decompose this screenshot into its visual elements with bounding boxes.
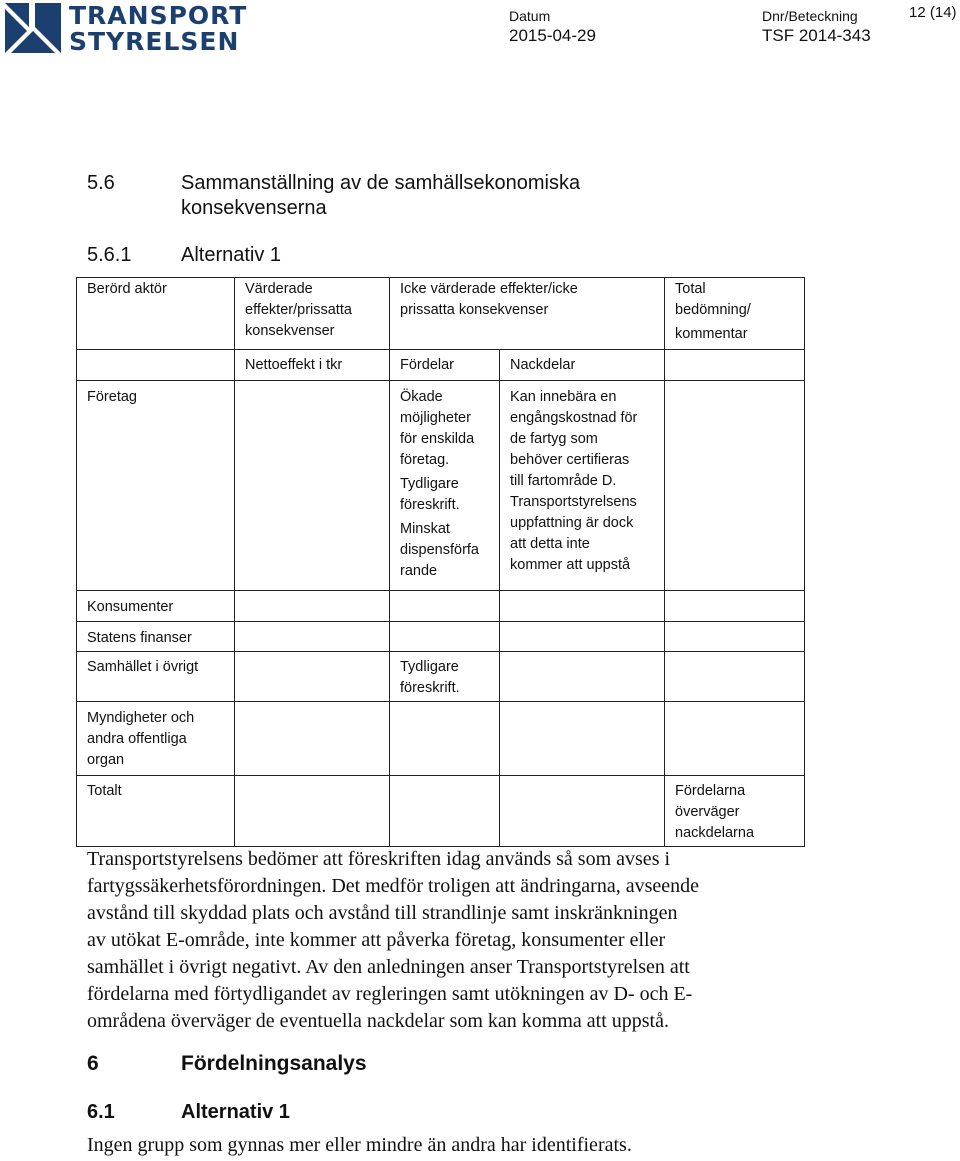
header-berord-aktor [77,278,235,350]
subheader-fordelar: Fördelar [390,350,500,381]
section-5-6-heading [0,171,960,223]
cell-line: behöver certifieras [510,452,630,468]
logo-text-transport: TRANSPORT [69,1,248,30]
cell-line: kommer att uppstå [510,557,631,573]
assessment-paragraph [87,846,947,1035]
table-cell [665,350,805,381]
subheader-nackdelar: Nackdelar [500,350,665,381]
header-total [665,278,805,350]
actor-cell: Konsumenter [77,591,235,622]
table-row-foretag [77,381,805,591]
section-title: Alternativ 1 [181,1101,290,1123]
header-text: bedömning/ [675,302,751,318]
section-title-line2: konsekvenserna [181,197,327,219]
cell-line: Minskat [400,521,450,537]
section-title: Alternativ 1 [181,244,282,266]
paragraph-line: fartygssäkerhetsförordningen. Det medför troligen att ändringarna, avseende [87,875,699,897]
table-cell [500,622,665,652]
cell-line: rande [400,563,438,579]
table-cell [500,776,665,847]
cell-line: Tydligare [400,659,459,675]
table-cell [235,776,390,847]
logo-mark-icon [5,3,61,53]
cell-line: uppfattning är dock [510,515,634,531]
logo-text-styrelsen: STYRELSEN [69,27,240,56]
cell-line: att detta inte [510,536,590,552]
fordelar-cell [390,381,500,591]
actor-cell: Statens finanser [77,622,235,652]
header-text: Berörd aktör [87,281,167,297]
cell-line: för enskilda [400,431,475,447]
cell-line: nackdelarna [675,825,755,841]
cell-line: till fartområde D. [510,473,617,489]
cell-line: Tydligare [400,476,459,492]
header-text: kommentar [675,326,748,342]
table-row-konsumenter [77,591,805,622]
nackdelar-cell [500,381,665,591]
paragraph-line: fördelarna med förtydligandet av regleringen samt utökningen av D- och E- [87,983,693,1005]
table-cell [235,591,390,622]
section-number: 5.6.1 [87,244,132,266]
cell-line: organ [87,752,125,768]
consequence-table [76,277,805,847]
section-5-6-1-heading [0,243,960,267]
section-6-heading [0,1052,960,1078]
section-number: 6 [87,1052,99,1075]
table-cell [390,622,500,652]
cell-line: de fartyg som [510,431,598,447]
paragraph-line: samhället i övrigt negativt. Av den anledningen anser Transportstyrelsen att [87,956,690,978]
cell-line: dispensförfa [400,542,479,558]
header-varderade [235,278,390,350]
table-cell [390,776,500,847]
datum-label: Datum [509,8,551,24]
section-6-1-heading [0,1101,960,1125]
table-cell [235,702,390,776]
cell-line: Ökade [400,389,443,405]
table-cell [665,622,805,652]
cell-line: Transportstyrelsens [510,494,637,510]
section-number: 5.6 [87,172,115,194]
actor-cell: Företag [77,381,235,591]
actor-cell: Totalt [77,776,235,847]
fordelar-cell [390,652,500,702]
table-cell [235,652,390,702]
cell-line: Myndigheter och [87,710,195,726]
page-number: 12 (14) [909,4,957,21]
paragraph-line: av utökat E-område, inte kommer att påverka företag, konsumenter eller [87,929,666,951]
section-title-line1: Sammanställning av de samhällsekonomiska [181,172,581,194]
cell-line: föreskrift. [400,497,460,513]
cell-line: engångskostnad för [510,410,638,426]
table-cell [390,702,500,776]
cell-line: företag. [400,452,450,468]
header-text: Total [675,281,706,297]
cell-line: Fördelarna [675,783,746,799]
table-cell [235,622,390,652]
table-cell [235,381,390,591]
transportstyrelsen-logo [5,1,248,56]
header-text: konsekvenser [245,323,335,339]
table-cell [665,591,805,622]
dnr-label: Dnr/Beteckning [762,8,858,24]
paragraph-line: avstånd till skyddad plats och avstånd till strandlinje samt inskränkningen [87,902,678,924]
table-row-myndigheter [77,702,805,776]
table-cell [665,381,805,591]
table-cell [665,652,805,702]
table-cell [500,591,665,622]
section-title: Fördelningsanalys [181,1052,367,1075]
datum-value: 2015-04-29 [509,26,596,45]
actor-cell: Samhället i övrigt [77,652,235,702]
table-cell [77,350,235,381]
cell-line: överväger [675,804,740,820]
table-cell [390,591,500,622]
cell-line: andra offentliga [87,731,187,747]
table-header-row [77,278,805,350]
paragraph-line: Transportstyrelsens bedömer att föreskriften idag används så som avses i [87,848,671,870]
header-text: Icke värderade effekter/icke [400,281,578,297]
dnr-value: TSF 2014-343 [762,26,871,45]
total-cell [665,776,805,847]
final-paragraph: Ingen grupp som gynnas mer eller mindre än andra har identifierats. [87,1134,632,1156]
table-row-totalt [77,776,805,847]
table-row-statens-finanser [77,622,805,652]
section-number: 6.1 [87,1101,115,1123]
cell-line: Kan innebära en [510,389,617,405]
subheader-netto: Nettoeffekt i tkr [235,350,390,381]
table-cell [500,652,665,702]
table-subheader-row [77,350,805,381]
header-icke-varderade [390,278,665,350]
header-text: prissatta konsekvenser [400,302,549,318]
actor-cell [77,702,235,776]
header-text: effekter/prissatta [245,302,352,318]
cell-line: föreskrift. [400,680,460,696]
paragraph-line: områdena överväger de eventuella nackdelar som kan komma att uppstå. [87,1010,669,1032]
cell-line: möjligheter [400,410,471,426]
table-cell [500,702,665,776]
table-row-samhallet [77,652,805,702]
header-text: Värderade [245,281,313,297]
table-cell [665,702,805,776]
